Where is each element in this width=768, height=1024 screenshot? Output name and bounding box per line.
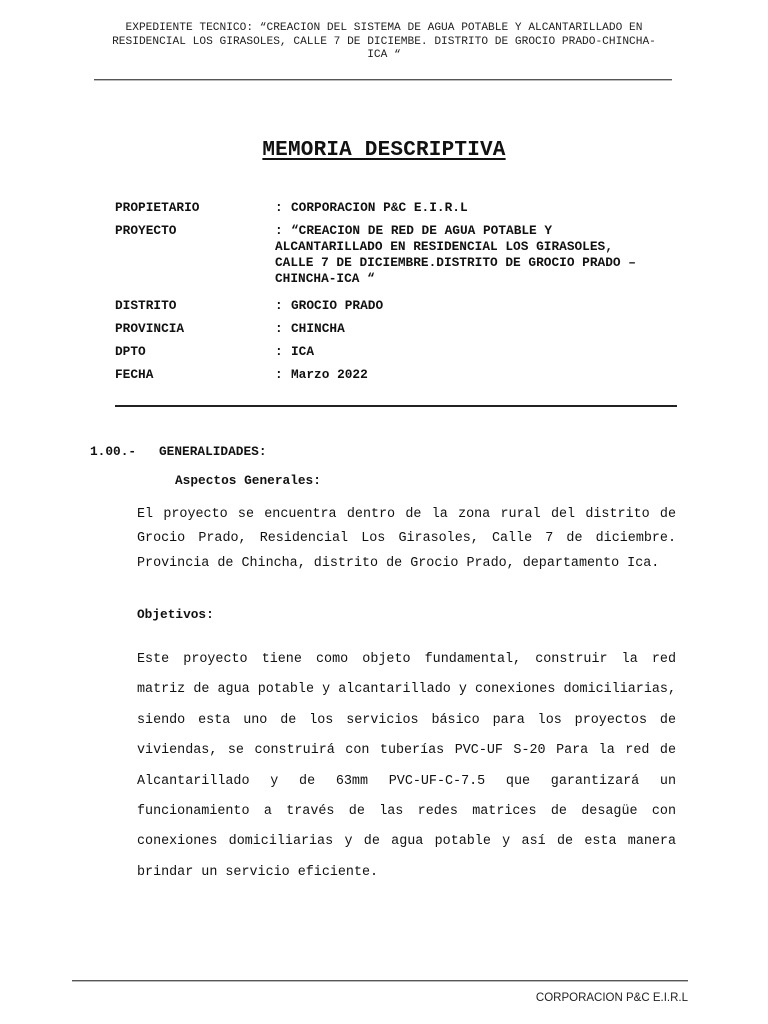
- dpto-label: DPTO: [115, 344, 146, 359]
- distrito-label: DISTRITO: [115, 298, 177, 313]
- proyecto-line-2: ALCANTARILLADO EN RESIDENCIAL LOS GIRASOLES,: [275, 239, 613, 254]
- info-row-distrito: [115, 298, 685, 314]
- fecha-label: FECHA: [115, 367, 154, 382]
- proyecto-line-4: CHINCHA-ICA “: [275, 271, 375, 286]
- proyecto-line-1: “CREACION DE RED DE AGUA POTABLE Y: [291, 223, 553, 238]
- footer-company: CORPORACION P&C E.I.R.L: [535, 992, 688, 1004]
- objetivos-heading: Objetivos:: [137, 607, 214, 622]
- colon-separator: :: [275, 200, 283, 215]
- colon-separator: :: [275, 367, 283, 382]
- section-heading: [90, 444, 267, 460]
- objetivos-paragraph: Este proyecto tiene como objeto fundamental, construir la red matriz de agua potable y alcantarillado y conexiones domiciliarias, siendo esta uno de los servicios básico para los proyectos de viviendas, se construirá con tuberías PVC-UF S-20 Para la red de Alcantarillado y de 63mm PVC-UF-C-7.5 que garantizará un funcionamiento a través de las redes matrices de desagüe con conexiones domiciliarias y de agua potable y así de esta manera brindar un servicio eficiente.: [137, 652, 676, 880]
- header-divider: [94, 79, 672, 80]
- colon-separator: :: [275, 223, 283, 238]
- provincia-value: CHINCHA: [291, 321, 345, 336]
- proyecto-line-3: CALLE 7 DE DICIEMBRE.DISTRITO DE GROCIO PRADO –: [275, 255, 636, 270]
- propietario-value: CORPORACION P&C E.I.R.L: [291, 200, 468, 215]
- info-row-provincia: [115, 321, 685, 337]
- colon-separator: :: [275, 298, 283, 313]
- proyecto-value: [275, 223, 685, 287]
- info-row-fecha: [115, 367, 685, 383]
- info-row-dpto: [115, 344, 685, 360]
- aspectos-generales-heading: Aspectos Generales:: [175, 473, 321, 488]
- header-line-2: RESIDENCIAL LOS GIRASOLES, CALLE 7 DE DICIEMBE. DISTRITO DE GROCIO PRADO-CHINCHA-: [112, 35, 656, 48]
- info-row-propietario: [115, 200, 685, 216]
- provincia-label: PROVINCIA: [115, 321, 185, 336]
- info-divider: [115, 405, 677, 407]
- dpto-value: ICA: [291, 344, 315, 359]
- aspectos-generales-paragraph: El proyecto se encuentra dentro de la zona rural del distrito de Grocio Prado, Residencial Los Girasoles, Calle 7 de diciembre. Provincia de Chincha, distrito de Grocio Prado, departamento Ica.: [137, 507, 676, 571]
- proyecto-label: PROYECTO: [115, 223, 177, 238]
- fecha-value: Marzo 2022: [291, 367, 368, 382]
- document-header: [86, 22, 682, 63]
- footer-divider: [72, 980, 688, 981]
- colon-separator: :: [275, 344, 283, 359]
- distrito-value: GROCIO PRADO: [291, 298, 384, 313]
- header-line-3: ICA “: [367, 49, 401, 61]
- info-row-proyecto: [115, 223, 685, 287]
- section-title: GENERALIDADES:: [159, 444, 267, 459]
- colon-separator: :: [275, 321, 283, 336]
- document-title: MEMORIA DESCRIPTIVA: [262, 139, 506, 162]
- project-info-block: [115, 200, 685, 390]
- header-line-1: EXPEDIENTE TECNICO: “CREACION DEL SISTEMA DE AGUA POTABLE Y ALCANTARILLADO EN: [125, 22, 643, 34]
- section-number: 1.00.-: [90, 444, 137, 459]
- propietario-label: PROPIETARIO: [115, 200, 200, 215]
